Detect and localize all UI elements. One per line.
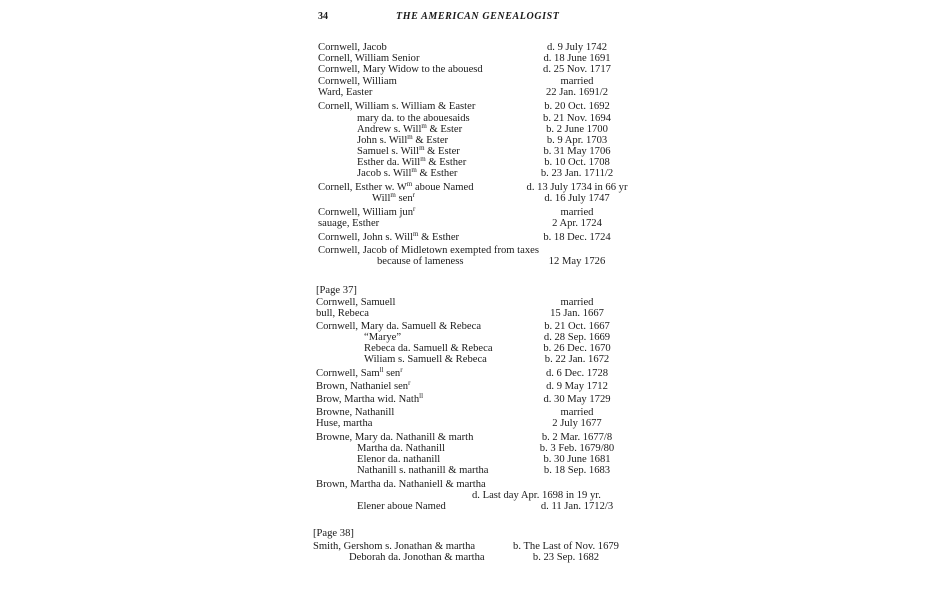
page-marker: [Page 38] bbox=[313, 528, 354, 539]
entry-value: b. 23 Jan. 1711/2 bbox=[540, 168, 614, 179]
entry-text: Esther da. Will$^m$ & Esther bbox=[357, 155, 467, 168]
entry-text: Wiliam s. Samuell & Rebeca bbox=[364, 354, 487, 365]
entry-value: b. 20 Oct. 1692 bbox=[544, 101, 610, 112]
entry-value: b. 21 Oct. 1667 bbox=[544, 321, 610, 332]
entry-value: b. 3 Feb. 1679/80 bbox=[539, 443, 615, 454]
entry-value: b. 26 Dec. 1670 bbox=[543, 343, 611, 354]
entry-text: Martha da. Nathanill bbox=[357, 443, 445, 454]
entry-text: Cornwell, Jacob of Midletown exempted from taxes bbox=[318, 245, 539, 256]
entry-text: Cornwell, Mary da. Samuell & Rebeca bbox=[316, 321, 482, 332]
entry-value: d. 9 July 1742 bbox=[546, 42, 608, 53]
entry-value: b. 31 May 1706 bbox=[543, 146, 611, 157]
entry-text: Brown, Martha da. Nathaniell & martha bbox=[316, 479, 486, 490]
entry-value: d. 6 Dec. 1728 bbox=[545, 368, 609, 379]
entry-value: b. 2 Mar. 1677/8 bbox=[541, 432, 613, 443]
entry-text: d. Last day Apr. 1698 in 19 yr. bbox=[472, 490, 601, 501]
entry-text: Deborah da. Jonothan & martha bbox=[349, 552, 485, 563]
entry-text: Cornell, William Senior bbox=[318, 53, 420, 64]
entry-text: Elenor da. nathanill bbox=[357, 454, 441, 465]
entry-value: d. 13 July 1734 in 66 yr bbox=[526, 182, 628, 193]
entry-text: because of lameness bbox=[377, 256, 464, 267]
entry-value: b. The Last of Nov. 1679 bbox=[513, 541, 619, 552]
entry-text: Will$^m$ sen$^r$ bbox=[372, 191, 415, 204]
entry-value: d. 28 Sep. 1669 bbox=[543, 332, 611, 343]
entry-text: Cornwell, Samuell bbox=[316, 297, 396, 308]
entry-value: d. 16 July 1747 bbox=[544, 193, 610, 204]
entry-text: Smith, Gershom s. Jonathan & martha bbox=[313, 541, 476, 552]
entry-text: Brow, Martha wid. Nath$^{ll}$ bbox=[316, 392, 424, 405]
entry-value: married bbox=[560, 407, 594, 418]
entry-value: b. 9 Apr. 1703 bbox=[546, 135, 608, 146]
entry-text: Cornwell, Mary Widow to the abouesd bbox=[318, 64, 483, 75]
entry-value: d. 25 Nov. 1717 bbox=[543, 64, 611, 75]
entry-text: Cornell, William s. William & Easter bbox=[318, 101, 476, 112]
entry-value: b. 22 Jan. 1672 bbox=[544, 354, 610, 365]
entry-text: Rebeca da. Samuell & Rebeca bbox=[364, 343, 493, 354]
entry-text: Cornwell, Sam$^{ll}$ sen$^r$ bbox=[316, 366, 403, 379]
entry-text: Ward, Easter bbox=[318, 87, 373, 98]
entry-text: Jacob s. Will$^m$ & Esther bbox=[357, 166, 458, 179]
entry-text: Cornwell, Jacob bbox=[318, 42, 387, 53]
entry-text: mary da. to the abouesaids bbox=[357, 113, 470, 124]
entry-value: 2 Apr. 1724 bbox=[552, 218, 602, 229]
entry-value: 12 May 1726 bbox=[548, 256, 606, 267]
entry-value: b. 2 June 1700 bbox=[546, 124, 608, 135]
entry-text: Huse, martha bbox=[316, 418, 373, 429]
entry-value: married bbox=[560, 76, 594, 87]
page-number: 34 bbox=[318, 11, 328, 22]
entry-text: Cornwell, William bbox=[318, 76, 397, 87]
page-marker: [Page 37] bbox=[316, 285, 357, 296]
entry-value: d. 30 May 1729 bbox=[543, 394, 611, 405]
entry-text: Elener aboue Named bbox=[357, 501, 446, 512]
entry-text: bull, Rebeca bbox=[316, 308, 369, 319]
entry-text: Cornwell, John s. Will$^m$ & Esther bbox=[318, 230, 460, 243]
entry-value: b. 18 Sep. 1683 bbox=[543, 465, 611, 476]
entry-value: 15 Jan. 1667 bbox=[550, 308, 604, 319]
entry-text: Browne, Nathanill bbox=[316, 407, 395, 418]
entry-text: Browne, Mary da. Nathanill & marth bbox=[316, 432, 474, 443]
entry-text: Nathanill s. nathanill & martha bbox=[357, 465, 489, 476]
entry-value: d. 9 May 1712 bbox=[546, 381, 608, 392]
entry-value: d. 11 Jan. 1712/3 bbox=[540, 501, 614, 512]
entry-value: 22 Jan. 1691/2 bbox=[545, 87, 609, 98]
entry-value: married bbox=[560, 297, 594, 308]
entry-value: b. 10 Oct. 1708 bbox=[544, 157, 610, 168]
entry-text: Cornwell, William jun$^r$ bbox=[318, 205, 416, 218]
entry-text: John s. Will$^m$ & Ester bbox=[357, 133, 449, 146]
entry-value: married bbox=[560, 207, 594, 218]
entry-text: Andrew s. Will$^m$ & Ester bbox=[357, 122, 463, 135]
running-title: THE AMERICAN GENEALOGIST bbox=[396, 11, 560, 22]
entry-text: Cornell, Esther w. $W^m$ aboue Named bbox=[318, 180, 474, 193]
entry-value: 2 July 1677 bbox=[552, 418, 602, 429]
entry-value: d. 18 June 1691 bbox=[543, 53, 611, 64]
entry-value: b. 18 Dec. 1724 bbox=[543, 232, 611, 243]
entry-text: Brown, Nathaniel sen$^r$ bbox=[316, 379, 411, 392]
entry-value: b. 23 Sep. 1682 bbox=[532, 552, 600, 563]
entry-text: sauage, Esther bbox=[318, 218, 380, 229]
entry-text: “Marye” bbox=[364, 332, 402, 343]
entry-value: b. 21 Nov. 1694 bbox=[543, 113, 611, 124]
entry-text: Samuel s. Will$^m$ & Ester bbox=[357, 144, 460, 157]
entry-value: b. 30 June 1681 bbox=[543, 454, 611, 465]
